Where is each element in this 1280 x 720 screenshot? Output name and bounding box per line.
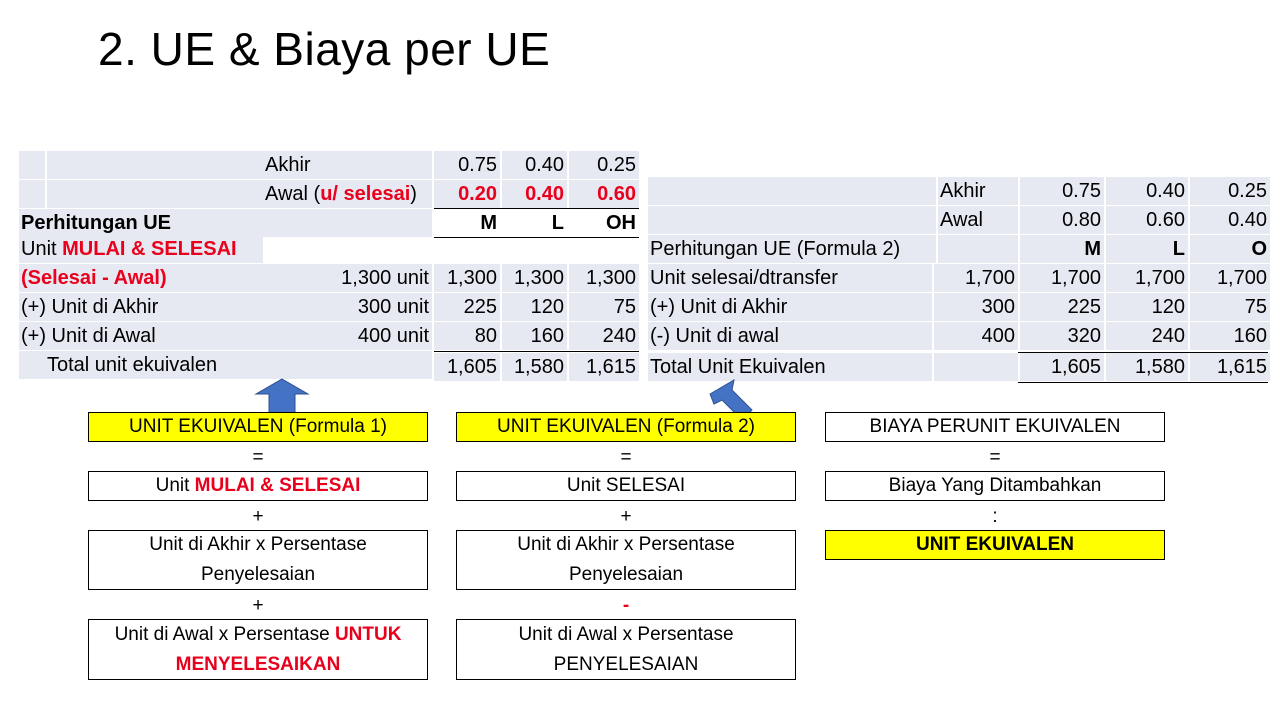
row1-label-sub: (Selesai - Awal) (19, 264, 263, 292)
section-label: Perhitungan UE (Formula 2) (648, 235, 936, 263)
box-line: Unit di Akhir x Persentase (517, 534, 735, 555)
row3-o: 160 (1190, 322, 1270, 350)
formula-1-box-1: Unit MULAI & SELESAI (88, 471, 428, 501)
total-rule-bottom (1018, 382, 1268, 383)
akhir-m: 0.75 (434, 151, 500, 179)
awal-l: 0.60 (1106, 206, 1188, 234)
box-line: Unit di Awal x Persentase (518, 623, 734, 645)
row2-oh: 75 (569, 293, 639, 321)
row1-label: Unit MULAI & SELESAI (19, 235, 263, 263)
total-label: Total Unit Ekuivalen (648, 353, 932, 381)
row3-oh: 240 (569, 322, 639, 350)
row2-label: (+) Unit di Akhir (19, 293, 263, 321)
formula-1-title: UNIT EKUIVALEN (Formula 1) (88, 412, 428, 442)
total-o: 1,615 (1190, 353, 1270, 381)
header-l: L (551, 212, 564, 234)
box-line: Unit di Awal x Persentase UNTUK (114, 623, 402, 645)
cell-blank (47, 151, 263, 179)
total-rule (1018, 352, 1268, 353)
row3-label: (+) Unit di Awal (19, 322, 263, 350)
header-m: M (1020, 235, 1104, 263)
row3-label: (-) Unit di awal (648, 322, 932, 350)
equals-sign: = (252, 447, 264, 468)
akhir-l: 0.40 (1106, 177, 1188, 205)
row2-unit: 300 (934, 293, 1018, 321)
formula-2-box-2 (456, 530, 796, 590)
cell-blank (938, 235, 1018, 263)
row1-label: Unit selesai/dtransfer (648, 264, 932, 292)
box-line: Unit di Akhir x Persentase (149, 534, 367, 555)
formula-2-box-3 (456, 619, 796, 680)
row2-label: (+) Unit di Akhir (648, 293, 932, 321)
cell-blank (19, 351, 45, 379)
minus-sign: - (622, 595, 630, 616)
cell-blank (263, 351, 432, 379)
equals-sign: = (989, 447, 1001, 468)
awal-label: Awal (938, 206, 1018, 234)
formula-3-box-1: Biaya Yang Ditambahkan (825, 471, 1165, 501)
row1-l: 1,300 (502, 264, 567, 292)
row3-m: 320 (1020, 322, 1104, 350)
up-arrow-icon (254, 378, 310, 414)
row2-l: 120 (502, 293, 567, 321)
total-l: 1,580 (1106, 353, 1188, 381)
row2-o: 75 (1190, 293, 1270, 321)
total-label: Total unit ekuivalen (45, 351, 263, 379)
row1-m: 1,700 (1020, 264, 1104, 292)
formula-1-box-3 (88, 619, 428, 680)
row1-unit: 1,300 unit (263, 264, 432, 292)
total-l: 1,580 (502, 353, 567, 381)
formula-1-box-2 (88, 530, 428, 590)
awal-l: 0.40 (502, 180, 567, 208)
row3-unit: 400 unit (263, 322, 432, 350)
slide-title: 2. UE & Biaya per UE (98, 23, 551, 75)
box-line: MENYELESAIKAN (175, 653, 341, 675)
row3-l: 240 (1106, 322, 1188, 350)
formula-2-box-1: Unit SELESAI (456, 471, 796, 501)
total-oh: 1,615 (569, 353, 639, 381)
row1-oh: 1,300 (569, 264, 639, 292)
plus-sign: + (252, 595, 264, 616)
row2-m: 225 (434, 293, 500, 321)
cell-blank (934, 353, 1018, 381)
header-oh: OH (606, 212, 636, 234)
awal-o: 0.40 (1190, 206, 1270, 234)
row1-l: 1,700 (1106, 264, 1188, 292)
cell-blank (19, 151, 45, 179)
row1-m: 1,300 (434, 264, 500, 292)
row1-unit: 1,700 (934, 264, 1018, 292)
row3-unit: 400 (934, 322, 1018, 350)
box-line: Penyelesaian (200, 564, 316, 585)
cell-blank (648, 206, 936, 234)
akhir-l: 0.40 (502, 151, 567, 179)
row2-m: 225 (1020, 293, 1104, 321)
total-m: 1,605 (434, 353, 500, 381)
total-m: 1,605 (1020, 353, 1104, 381)
akhir-m: 0.75 (1020, 177, 1104, 205)
awal-oh: 0.60 (569, 180, 639, 208)
section-label: Perhitungan UE (19, 209, 263, 237)
equals-sign: = (620, 447, 632, 468)
rule (434, 237, 639, 238)
rule (434, 208, 639, 209)
row3-m: 80 (434, 322, 500, 350)
row3-l: 160 (502, 322, 567, 350)
cell-blank (648, 177, 936, 205)
total-rule (434, 351, 639, 352)
akhir-oh: 0.25 (569, 151, 639, 179)
divide-sign: : (992, 506, 998, 527)
header-l: L (1106, 235, 1188, 263)
cell-blank (263, 209, 432, 237)
cell-blank (47, 180, 263, 208)
row2-l: 120 (1106, 293, 1188, 321)
header-m: M (480, 212, 497, 234)
box-line: Penyelesaian (568, 564, 684, 585)
akhir-label: Akhir (938, 177, 1018, 205)
row2-unit: 300 unit (263, 293, 432, 321)
box-line: PENYELESAIAN (553, 653, 699, 675)
row1-o: 1,700 (1190, 264, 1270, 292)
awal-m: 0.80 (1020, 206, 1104, 234)
awal-label: Awal (u/ selesai) (263, 180, 432, 208)
formula-3-title: BIAYA PERUNIT EKUIVALEN (825, 412, 1165, 442)
plus-sign: + (620, 506, 632, 527)
akhir-o: 0.25 (1190, 177, 1270, 205)
formula-2-title: UNIT EKUIVALEN (Formula 2) (456, 412, 796, 442)
akhir-label: Akhir (263, 151, 432, 179)
header-o: O (1190, 235, 1270, 263)
plus-sign: + (252, 506, 264, 527)
formula-3-box-2: UNIT EKUIVALEN (825, 530, 1165, 560)
awal-m: 0.20 (434, 180, 500, 208)
cell-blank (19, 180, 45, 208)
